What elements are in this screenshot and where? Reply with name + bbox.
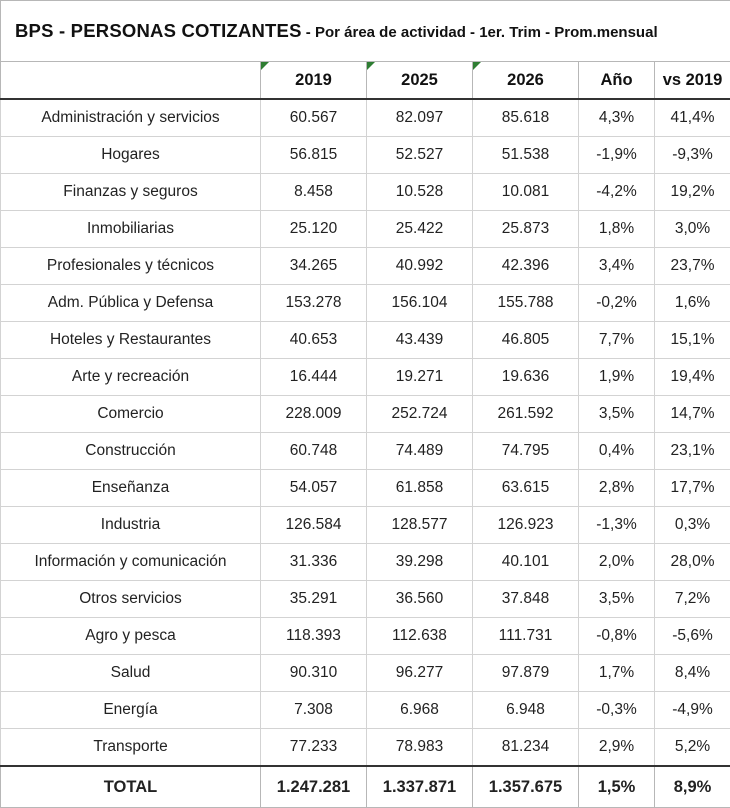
table-row — [1, 618, 730, 655]
cell-ano: 3,4% — [579, 248, 655, 285]
cell-ano: 4,3% — [579, 99, 655, 137]
cell-y2019: 35.291 — [261, 581, 367, 618]
cell-ano: 2,9% — [579, 729, 655, 767]
row-label: Construcción — [1, 433, 261, 470]
cell-ano: -0,8% — [579, 618, 655, 655]
cell-ano: -1,3% — [579, 507, 655, 544]
cell-vs2019: 14,7% — [655, 396, 730, 433]
cell-y2025: 52.527 — [367, 137, 473, 174]
cell-y2026: 6.948 — [473, 692, 579, 729]
title-subtitle: - Por área de actividad - 1er. Trim - Prom.mensual — [302, 24, 658, 41]
cell-y2019: 40.653 — [261, 322, 367, 359]
cell-y2026: 85.618 — [473, 99, 579, 137]
total-row — [1, 766, 730, 808]
table-row — [1, 174, 730, 211]
cell-y2026: 42.396 — [473, 248, 579, 285]
cell-vs2019: 28,0% — [655, 544, 730, 581]
table-row — [1, 729, 730, 767]
cell-y2019: 54.057 — [261, 470, 367, 507]
cell-y2025: 10.528 — [367, 174, 473, 211]
cell-ano: 2,8% — [579, 470, 655, 507]
cell-vs2019: 19,2% — [655, 174, 730, 211]
cell-ano: 1,8% — [579, 211, 655, 248]
cell-y2026: 10.081 — [473, 174, 579, 211]
cell-y2026: 63.615 — [473, 470, 579, 507]
total-ano: 1,5% — [579, 766, 655, 808]
cell-y2026: 74.795 — [473, 433, 579, 470]
cell-y2026: 155.788 — [473, 285, 579, 322]
cell-ano: 1,9% — [579, 359, 655, 396]
row-label: Información y comunicación — [1, 544, 261, 581]
cell-y2019: 77.233 — [261, 729, 367, 767]
column-header-y2019: 2019 — [261, 62, 367, 100]
cell-y2026: 126.923 — [473, 507, 579, 544]
cell-ano: -0,2% — [579, 285, 655, 322]
table-row — [1, 470, 730, 507]
row-label: Adm. Pública y Defensa — [1, 285, 261, 322]
cell-y2019: 60.567 — [261, 99, 367, 137]
cell-ano: -1,9% — [579, 137, 655, 174]
column-header-y2026: 2026 — [473, 62, 579, 100]
table-row — [1, 692, 730, 729]
table-row — [1, 322, 730, 359]
cell-y2026: 97.879 — [473, 655, 579, 692]
row-label: Otros servicios — [1, 581, 261, 618]
cell-y2025: 6.968 — [367, 692, 473, 729]
cell-y2026: 25.873 — [473, 211, 579, 248]
cell-y2025: 112.638 — [367, 618, 473, 655]
table-row — [1, 396, 730, 433]
column-header-row — [1, 62, 730, 100]
row-label: Profesionales y técnicos — [1, 248, 261, 285]
total-y2026: 1.357.675 — [473, 766, 579, 808]
cell-y2026: 40.101 — [473, 544, 579, 581]
cell-vs2019: 23,7% — [655, 248, 730, 285]
cell-y2019: 126.584 — [261, 507, 367, 544]
row-label: Comercio — [1, 396, 261, 433]
table-footer — [1, 766, 730, 808]
cell-vs2019: 15,1% — [655, 322, 730, 359]
cell-y2026: 37.848 — [473, 581, 579, 618]
cell-y2019: 34.265 — [261, 248, 367, 285]
row-label: Inmobiliarias — [1, 211, 261, 248]
page-title — [1, 1, 730, 62]
cell-ano: -4,2% — [579, 174, 655, 211]
cell-vs2019: 0,3% — [655, 507, 730, 544]
table-row — [1, 211, 730, 248]
cell-y2019: 16.444 — [261, 359, 367, 396]
table-row — [1, 359, 730, 396]
cell-y2025: 156.104 — [367, 285, 473, 322]
cell-y2019: 56.815 — [261, 137, 367, 174]
row-label: Finanzas y seguros — [1, 174, 261, 211]
cell-vs2019: -9,3% — [655, 137, 730, 174]
cell-y2019: 118.393 — [261, 618, 367, 655]
row-label: Administración y servicios — [1, 99, 261, 137]
total-y2025: 1.337.871 — [367, 766, 473, 808]
cell-y2026: 261.592 — [473, 396, 579, 433]
cell-y2019: 153.278 — [261, 285, 367, 322]
cell-y2025: 25.422 — [367, 211, 473, 248]
cell-y2025: 43.439 — [367, 322, 473, 359]
cell-y2019: 25.120 — [261, 211, 367, 248]
row-label: Agro y pesca — [1, 618, 261, 655]
row-label: Enseñanza — [1, 470, 261, 507]
column-header-label — [1, 62, 261, 100]
cell-vs2019: 19,4% — [655, 359, 730, 396]
total-label: TOTAL — [1, 766, 261, 808]
cell-y2026: 51.538 — [473, 137, 579, 174]
table-row — [1, 248, 730, 285]
cell-y2019: 7.308 — [261, 692, 367, 729]
cell-ano: 1,7% — [579, 655, 655, 692]
cell-y2025: 61.858 — [367, 470, 473, 507]
row-label: Arte y recreación — [1, 359, 261, 396]
table-header — [1, 1, 730, 100]
table-row — [1, 99, 730, 137]
cell-vs2019: 8,4% — [655, 655, 730, 692]
cell-y2019: 8.458 — [261, 174, 367, 211]
cell-vs2019: -4,9% — [655, 692, 730, 729]
cell-y2025: 78.983 — [367, 729, 473, 767]
cell-ano: -0,3% — [579, 692, 655, 729]
total-y2019: 1.247.281 — [261, 766, 367, 808]
cell-y2025: 252.724 — [367, 396, 473, 433]
cell-ano: 2,0% — [579, 544, 655, 581]
cell-vs2019: 41,4% — [655, 99, 730, 137]
cell-y2025: 74.489 — [367, 433, 473, 470]
title-row — [1, 1, 730, 62]
cell-y2025: 19.271 — [367, 359, 473, 396]
table-row — [1, 581, 730, 618]
cell-vs2019: 7,2% — [655, 581, 730, 618]
column-header-vs2019: vs 2019 — [655, 62, 730, 100]
cell-vs2019: 3,0% — [655, 211, 730, 248]
cell-y2019: 90.310 — [261, 655, 367, 692]
cell-vs2019: -5,6% — [655, 618, 730, 655]
cell-ano: 3,5% — [579, 396, 655, 433]
column-header-y2025: 2025 — [367, 62, 473, 100]
total-vs2019: 8,9% — [655, 766, 730, 808]
table-row — [1, 655, 730, 692]
cell-vs2019: 1,6% — [655, 285, 730, 322]
cell-y2019: 31.336 — [261, 544, 367, 581]
cell-y2019: 60.748 — [261, 433, 367, 470]
cell-vs2019: 17,7% — [655, 470, 730, 507]
row-label: Transporte — [1, 729, 261, 767]
cell-vs2019: 23,1% — [655, 433, 730, 470]
table-body — [1, 99, 730, 766]
cell-ano: 7,7% — [579, 322, 655, 359]
table-row — [1, 285, 730, 322]
cell-y2025: 96.277 — [367, 655, 473, 692]
row-label: Hoteles y Restaurantes — [1, 322, 261, 359]
cell-y2026: 111.731 — [473, 618, 579, 655]
cell-y2025: 40.992 — [367, 248, 473, 285]
cell-ano: 3,5% — [579, 581, 655, 618]
row-label: Hogares — [1, 137, 261, 174]
cell-y2026: 81.234 — [473, 729, 579, 767]
cell-y2025: 128.577 — [367, 507, 473, 544]
row-label: Energía — [1, 692, 261, 729]
cell-y2026: 19.636 — [473, 359, 579, 396]
cell-y2025: 82.097 — [367, 99, 473, 137]
table-row — [1, 433, 730, 470]
row-label: Salud — [1, 655, 261, 692]
cell-y2026: 46.805 — [473, 322, 579, 359]
cell-y2025: 36.560 — [367, 581, 473, 618]
table-row — [1, 137, 730, 174]
cell-ano: 0,4% — [579, 433, 655, 470]
cell-vs2019: 5,2% — [655, 729, 730, 767]
table-row — [1, 507, 730, 544]
column-header-ano: Año — [579, 62, 655, 100]
cell-y2019: 228.009 — [261, 396, 367, 433]
title-main: BPS - PERSONAS COTIZANTES — [15, 20, 302, 41]
table-row — [1, 544, 730, 581]
row-label: Industria — [1, 507, 261, 544]
cell-y2025: 39.298 — [367, 544, 473, 581]
